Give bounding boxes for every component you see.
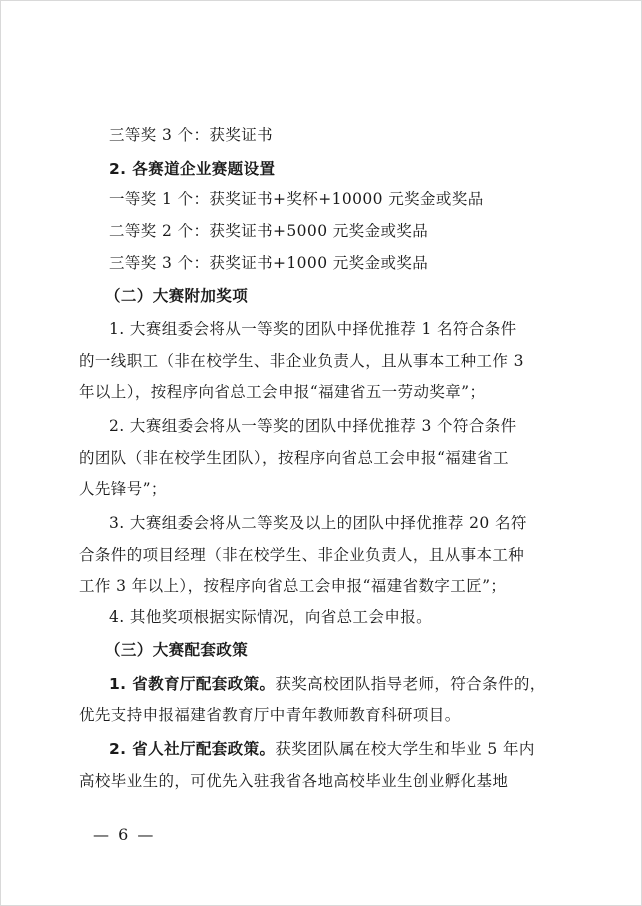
text-line: 年以上），按程序向省总工会申报“福建省五一劳动奖章”；	[79, 383, 486, 401]
text-line: 合条件的项目经理（非在校学生、非企业负责人，且从事本工种	[79, 546, 525, 564]
text-line: 人先锋号”；	[79, 480, 167, 498]
policy-text: 获奖团队属在校大学生和毕业 5 年内	[275, 740, 535, 758]
policy-title: 1. 省教育厅配套政策。	[109, 675, 276, 693]
text-line: 1. 大赛组委会将从一等奖的团队中择优推荐 1 名符合条件	[109, 320, 517, 338]
text-line: 工作 3 年以上），按程序向省总工会申报“福建省数字工匠”；	[79, 577, 507, 595]
text-line: 高校毕业生的，可优先入驻我省各地高校毕业生创业孵化基地	[79, 772, 509, 790]
text-line: 三等奖 3 个：获奖证书	[109, 126, 274, 144]
section-heading: （二）大赛附加奖项	[105, 287, 249, 305]
text-line: 三等奖 3 个：获奖证书+1000 元奖金或奖品	[109, 254, 429, 272]
text-line: 3. 大赛组委会将从二等奖及以上的团队中择优推荐 20 名符	[109, 514, 527, 532]
page-number: — 6 —	[93, 825, 156, 844]
text-line: 2. 大赛组委会将从一等奖的团队中择优推荐 3 个符合条件	[109, 417, 517, 435]
policy-title: 2. 省人社厅配套政策。	[109, 740, 276, 758]
text-line: 的团队（非在校学生团队），按程序向省总工会申报“福建省工	[79, 449, 509, 467]
text-line: 优先支持申报福建省教育厅中青年教师教育科研项目。	[79, 706, 461, 724]
text-line	[109, 674, 546, 694]
text-line: 4. 其他奖项根据实际情况，向省总工会申报。	[109, 608, 433, 626]
policy-text: 获奖高校团队指导老师，符合条件的，	[275, 675, 546, 693]
subheading: 2. 各赛道企业赛题设置	[109, 160, 276, 178]
section-heading: （三）大赛配套政策	[105, 641, 249, 659]
text-line: 的一线职工（非在校学生、非企业负责人，且从事本工种工作 3	[79, 352, 524, 370]
text-line	[109, 739, 535, 759]
text-line: 一等奖 1 个：获奖证书+奖杯+10000 元奖金或奖品	[109, 190, 484, 208]
text-line: 二等奖 2 个：获奖证书+5000 元奖金或奖品	[109, 222, 429, 240]
